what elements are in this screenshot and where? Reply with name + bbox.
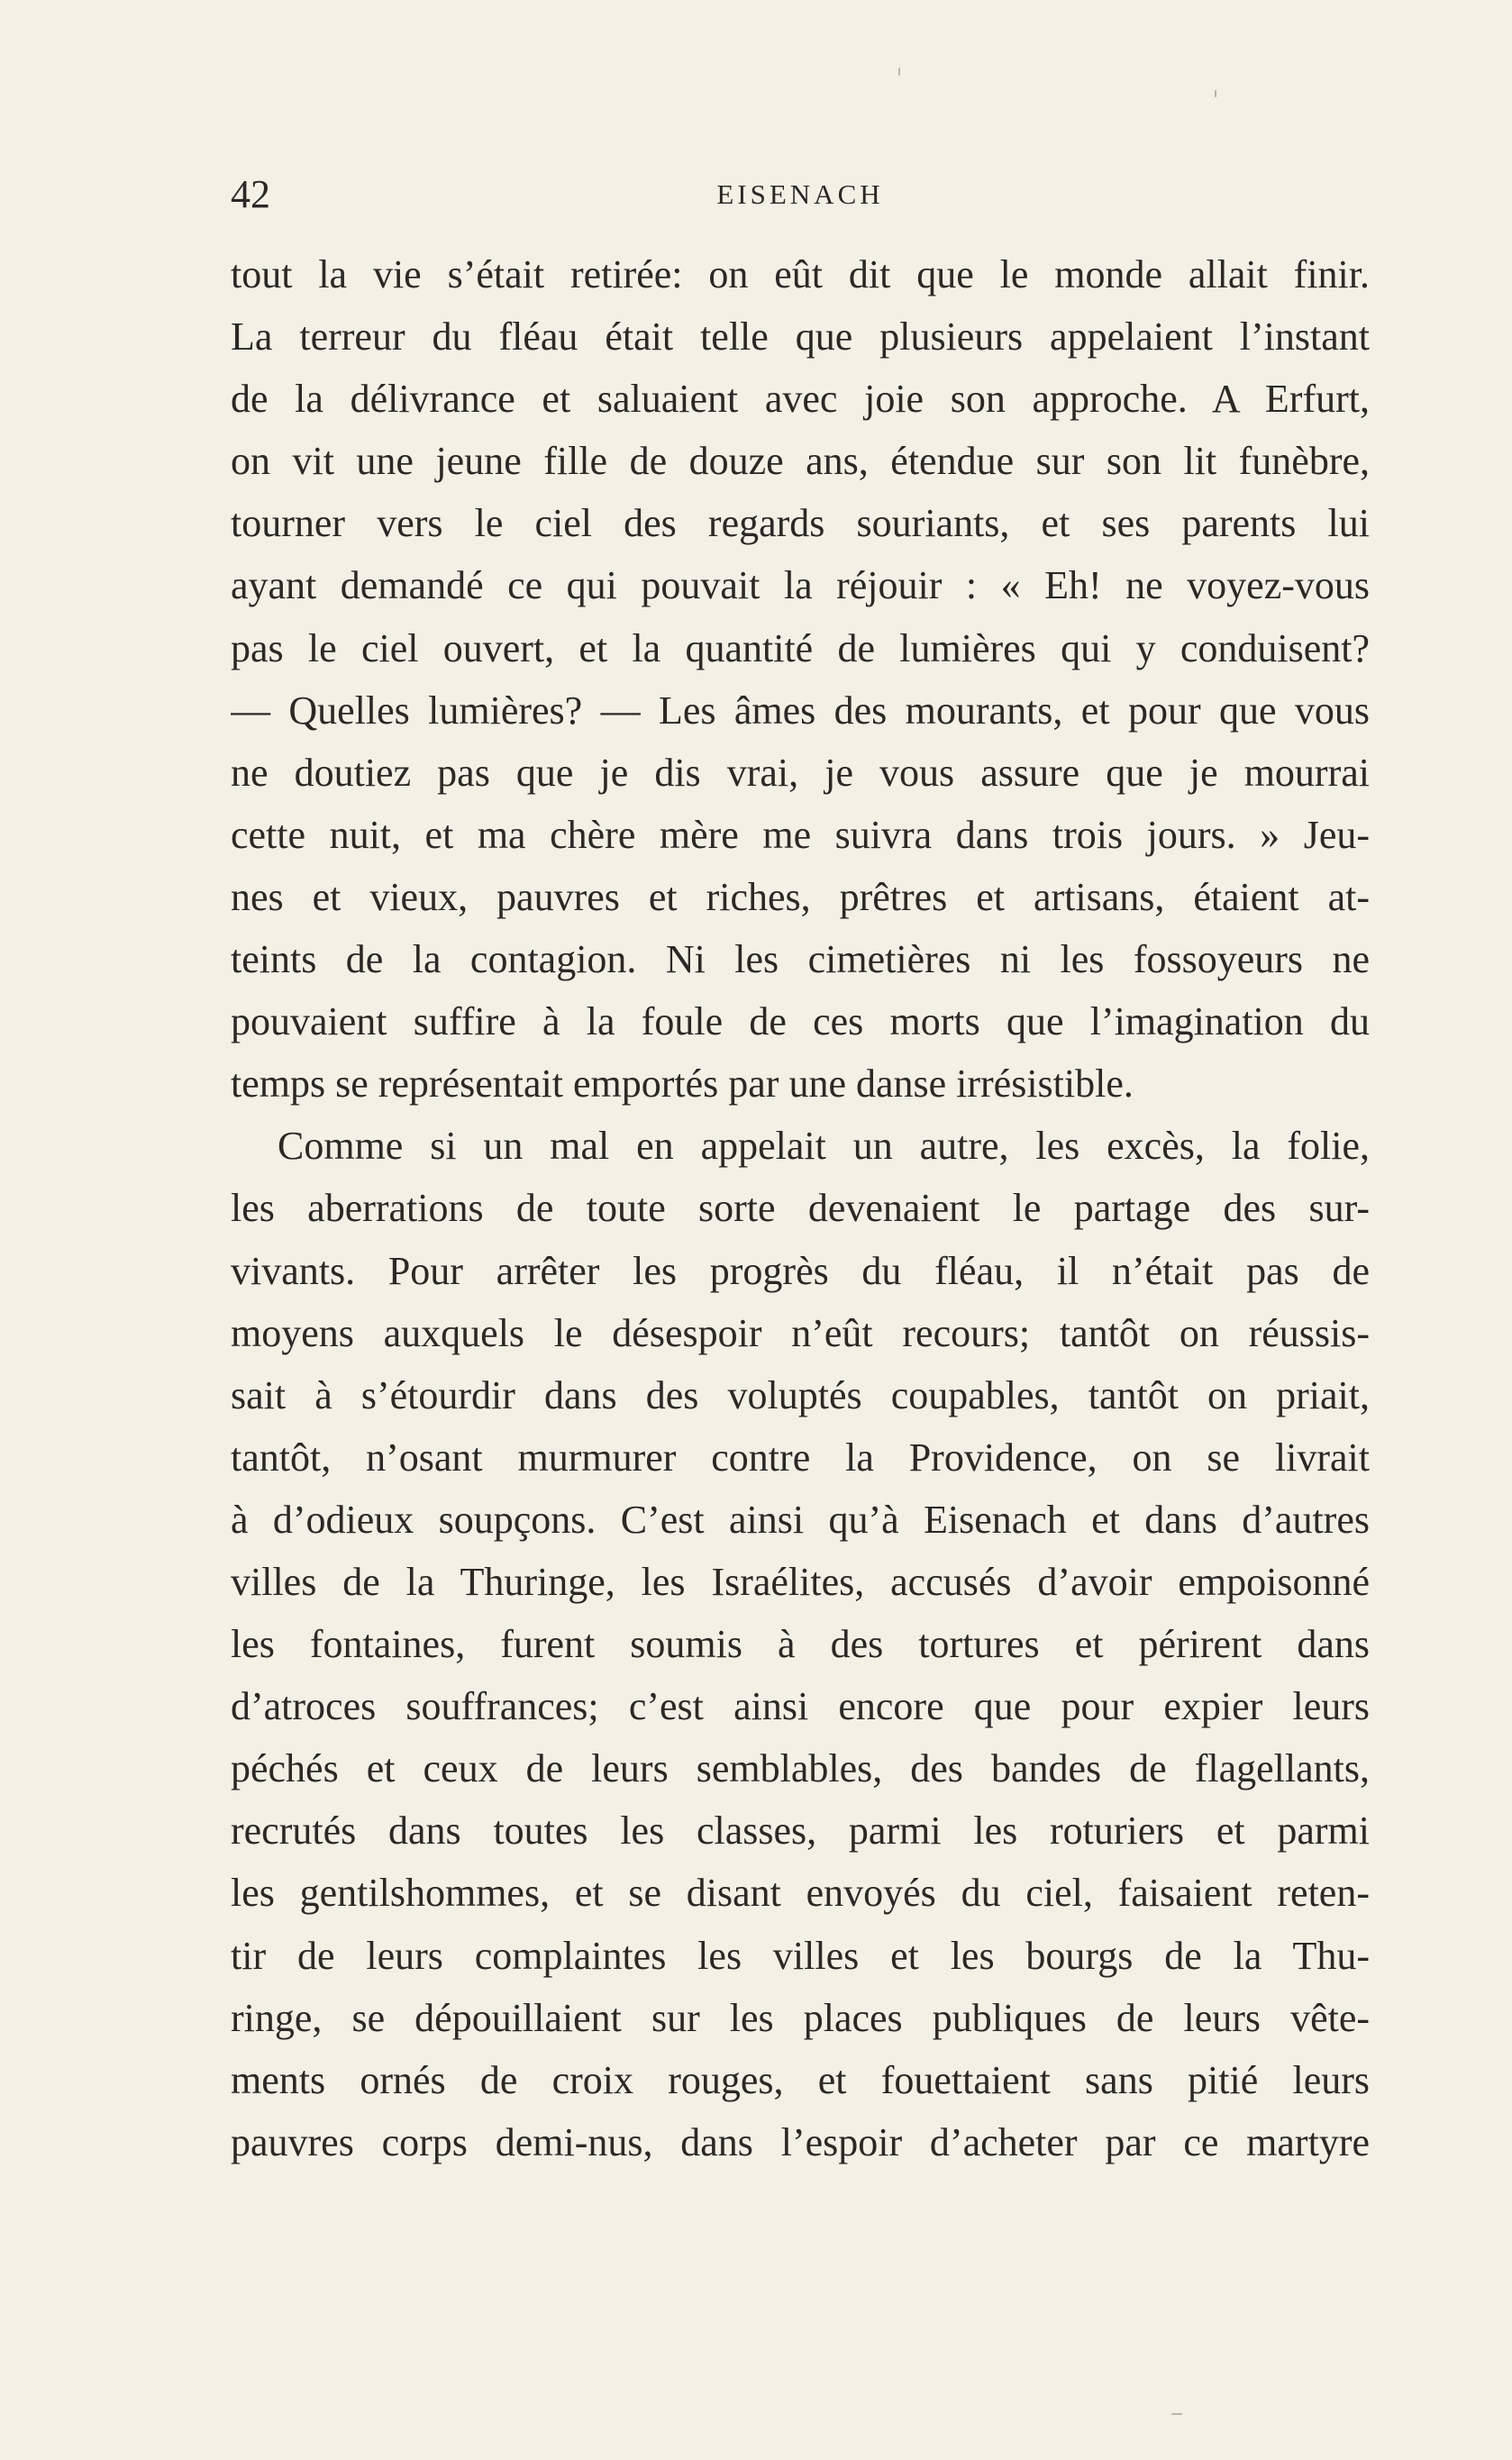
text-line: on vit une jeune fille de douze ans, étendue sur son lit funèbre, <box>231 439 1370 484</box>
text-line: les aberrations de toute sorte devenaient le partage des sur- <box>231 1186 1370 1231</box>
text-line: nes et vieux, pauvres et riches, prêtres et artisans, étaient at- <box>231 874 1370 919</box>
paragraph-start-line: Comme si un mal en appelait un autre, les excès, la folie, <box>278 1124 1370 1169</box>
text-line: La terreur du fléau était telle que plusieurs appelaient l’instant <box>231 314 1370 360</box>
paragraph-end-line: temps se représentait emportés par une danse irrésistible. <box>231 1061 1134 1107</box>
text-line: tir de leurs complaintes les villes et les bourgs de la Thu- <box>231 1933 1370 1978</box>
paper-speck <box>898 68 900 76</box>
text-line: ayant demandé ce qui pouvait la réjouir : « Eh! ne voyez-vous <box>231 563 1370 608</box>
text-line: sait à s’étourdir dans des voluptés coupables, tantôt on priait, <box>231 1372 1370 1417</box>
text-line: vivants. Pour arrêter les progrès du fléau, il n’était pas de <box>231 1248 1370 1293</box>
text-line: pas le ciel ouvert, et la quantité de lumières qui y conduisent? <box>231 625 1370 670</box>
paper-speck <box>1215 90 1216 97</box>
body-text <box>231 243 1370 2173</box>
page-number: 42 <box>231 172 270 216</box>
paper-speck <box>1171 2413 1182 2415</box>
text-line: de la délivrance et saluaient avec joie son approche. A Erfurt, <box>231 377 1370 422</box>
text-line: recrutés dans toutes les classes, parmi les roturiers et parmi <box>231 1809 1370 1854</box>
text-line: cette nuit, et ma chère mère me suivra dans trois jours. » Jeu- <box>231 812 1370 857</box>
text-line: ringe, se dépouillaient sur les places publiques de leurs vête- <box>231 1995 1370 2040</box>
text-line: teints de la contagion. Ni les cimetières ni les fossoyeurs ne <box>231 937 1370 982</box>
text-line: ne doutiez pas que je dis vrai, je vous assure que je mourrai <box>231 750 1370 795</box>
text-line: ments ornés de croix rouges, et fouettaient sans pitié leurs <box>231 2057 1370 2102</box>
running-head <box>231 168 1370 222</box>
text-line: tout la vie s’était retirée: on eût dit que le monde allait finir. <box>231 252 1370 296</box>
text-line: villes de la Thuringe, les Israélites, accusés d’avoir empoisonné <box>231 1559 1370 1604</box>
text-line: pouvaient suffire à la foule de ces morts que l’imagination du <box>231 999 1370 1044</box>
running-title: EISENACH <box>716 178 884 210</box>
text-line: les fontaines, furent soumis à des tortures et périrent dans <box>231 1622 1370 1667</box>
text-line: tourner vers le ciel des regards souriants, et ses parents lui <box>231 501 1370 546</box>
text-line: — Quelles lumières? — Les âmes des mourants, et pour que vous <box>231 688 1370 733</box>
text-line: à d’odieux soupçons. C’est ainsi qu’à Eisenach et dans d’autres <box>231 1497 1370 1542</box>
text-line: tantôt, n’osant murmurer contre la Providence, on se livrait <box>231 1435 1370 1480</box>
text-line: d’atroces souffrances; c’est ainsi encore que pour expier leurs <box>231 1684 1370 1729</box>
text-line: pauvres corps demi-nus, dans l’espoir d’acheter par ce martyre <box>231 2119 1370 2164</box>
text-line: les gentilshommes, et se disant envoyés du ciel, faisaient reten- <box>231 1871 1370 1916</box>
text-line: péchés et ceux de leurs semblables, des bandes de flagellants, <box>231 1746 1370 1791</box>
text-line: moyens auxquels le désespoir n’eût recours; tantôt on réussis- <box>231 1310 1370 1355</box>
